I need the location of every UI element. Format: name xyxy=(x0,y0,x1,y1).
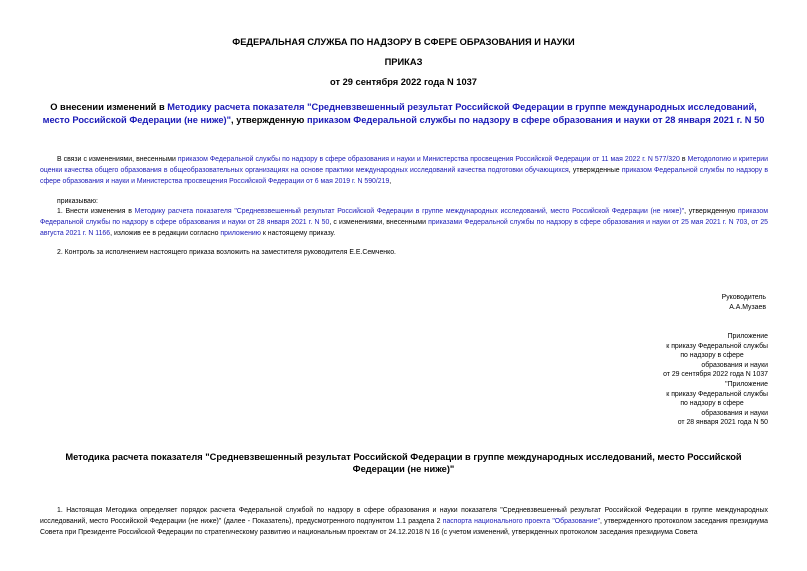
order-word: приказываю: xyxy=(57,198,98,205)
appendix-line: Приложение xyxy=(727,333,768,340)
methodology-title: Методика расчета показателя "Средневзвешенный результат Российской Федерации в группе международных исследований, место Российской Федерации (не ниже)" xyxy=(65,452,742,474)
preamble-text-3: , утвержденные xyxy=(568,167,622,174)
preamble-link-order-590[interactable]: приказом Федеральной службы по надзору в сфере образования и науки и Министерства просвещения Российской Федерации от 6 мая 2019 г. N 590/219 xyxy=(40,167,768,185)
appendix-line: образования и науки xyxy=(701,409,768,417)
preamble-link-methodology[interactable]: Методологию и критерии оценки качества общего образования в общеобразовательных организациях на основе практики международных исследований качества подготовки обучающихся xyxy=(40,156,768,174)
title-link-order-50[interactable]: приказом Федеральной службы по надзору в сфере образования и науки от 28 января 2021 г. N 50 xyxy=(306,115,765,125)
document-date-number: от 29 сентября 2022 года N 1037 xyxy=(330,77,477,87)
signature-name: А.А.Музаев xyxy=(729,304,766,311)
agency-name: ФЕДЕРАЛЬНАЯ СЛУЖБА ПО НАДЗОРУ В СФЕРЕ ОБРАЗОВАНИЯ И НАУКИ xyxy=(232,37,575,47)
preamble-text-1: В связи с изменениями, внесенными xyxy=(57,156,178,163)
method-p1-text-1: 1. Настоящая Методика определяет порядок расчета Федеральной службой по надзору в сфере образования и науки показателя "Средневзвешенный результат Российской Федерации в группе международных исследований, место Российской Федерации (не ниже)" (далее - Показатель), предусмотренного подпунктом 1.1 раздела 2 xyxy=(40,507,768,525)
preamble-text-4: , xyxy=(389,178,392,185)
item1-link-appendix[interactable]: приложению xyxy=(220,230,261,237)
appendix-block xyxy=(640,332,768,428)
preamble-link-order-577[interactable]: приказом Федеральной службы по надзору в сфере образования и науки и Министерства просвещения Российской Федерации от 11 мая 2022 г. N 577/320 xyxy=(177,156,680,163)
appendix-line: по надзору в сфере xyxy=(680,352,744,360)
item1-text-3: , с изменениями, внесенными xyxy=(329,219,429,226)
appendix-line: по надзору в сфере xyxy=(680,400,744,408)
methodology-paragraph-1 xyxy=(40,505,768,538)
preamble-paragraph xyxy=(40,154,768,187)
title-text-1: О внесении изменений в xyxy=(50,102,168,112)
appendix-line: от 28 января 2021 года N 50 xyxy=(677,419,768,427)
signature-block xyxy=(722,293,766,313)
document-type: ПРИКАЗ xyxy=(384,57,423,67)
method-p1-link-passport[interactable]: паспорта национального проекта "Образование" xyxy=(442,518,600,525)
item1-text-5: , изложив ее в редакции согласно xyxy=(110,230,221,237)
item-2-paragraph: 2. Контроль за исполнением настоящего приказа возложить на заместителя руководителя Е.Е.Семченко. xyxy=(57,249,396,256)
appendix-line: образования и науки xyxy=(701,361,768,369)
item1-link-order-703[interactable]: приказами Федеральной службы по надзору в сфере образования и науки от 25 мая 2021 г. N 703 xyxy=(428,219,748,226)
signature-role: Руководитель xyxy=(721,294,766,301)
item1-text-6: к настоящему приказу. xyxy=(260,230,336,237)
appendix-line: к приказу Федеральной службы xyxy=(666,342,768,350)
title-link-methodology[interactable]: Методику расчета показателя "Средневзвешенный результат Российской Федерации в группе международных исследований, место Российской Федерации (не ниже)" xyxy=(42,102,757,125)
title-text-2: , утвержденную xyxy=(231,115,307,125)
item1-text-1: 1. Внести изменения в xyxy=(57,208,135,215)
preamble-text-2: в xyxy=(679,156,688,163)
item1-text-2: , утвержденную xyxy=(684,208,739,215)
item1-text-4: , xyxy=(747,219,752,226)
item1-link-methodology[interactable]: Методику расчета показателя "Средневзвешенный результат Российской Федерации в группе международных исследований, место Российской Федерации (не ниже)" xyxy=(134,208,685,215)
appendix-line: "Приложение xyxy=(725,380,768,388)
appendix-line: от 29 сентября 2022 года N 1037 xyxy=(663,371,768,379)
method-p1-text-2: , утвержденного протоколом заседания президиума Совета при Президенте Российской Федерации по стратегическому развитию и национальным проектам от 24.12.2018 N 16 (с учетом изменений, утвержденных протоколом заседания президиума Совета xyxy=(40,518,768,536)
item1-link-order-50[interactable]: приказом Федеральной службы по надзору в сфере образования и науки от 28 января 2021 г. N 50 xyxy=(40,208,769,226)
item-1-paragraph xyxy=(40,206,768,239)
document-title xyxy=(40,101,767,127)
appendix-line: к приказу Федеральной службы xyxy=(666,390,768,398)
item1-link-order-1166[interactable]: от 25 августа 2021 г. N 1166 xyxy=(40,219,768,237)
